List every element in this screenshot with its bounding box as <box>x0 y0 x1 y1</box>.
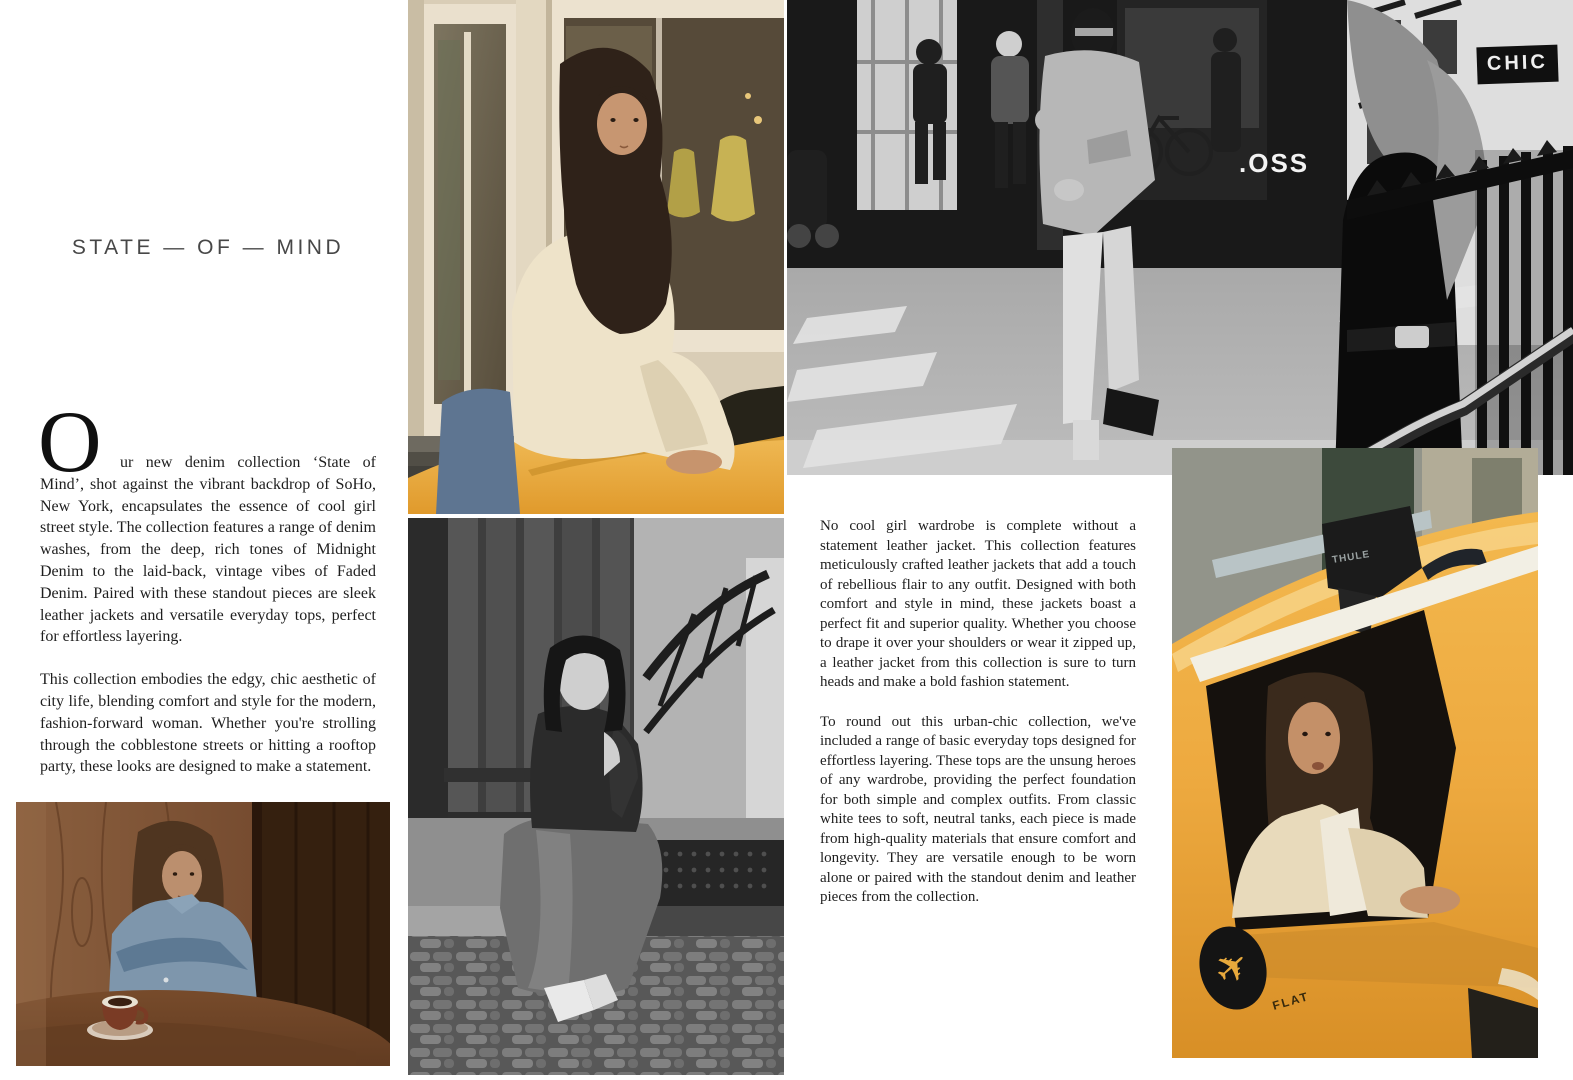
photo-storefront-taxi-lean <box>408 0 784 514</box>
drop-cap: O <box>38 394 102 491</box>
airplane-icon: ✈ <box>1205 940 1261 996</box>
photo-bw-street-crossing <box>787 0 1573 475</box>
left-paragraph-2: This collection embodies the edgy, chic aesthetic of city life, blending comfort and style for the modern, fashion-forward woman. Whether you're strolling through the cobblestone streets or hitting a rooftop party, these looks are designed to make a statement. <box>40 671 376 776</box>
left-paragraph-1: ur new denim collection ‘State of Mind’, shot against the vibrant backdrop of SoHo, New York, encapsulates the essence of cool girl street style. The collection features a range of denim washes, from the deep, rich tones of Midnight Denim to the laid-back, vintage vibes of Faded Denim. Paired with these standout pieces are sleek leather jackets and versatile everyday tops, perfect for effortless layering. <box>40 454 376 646</box>
right-article-column <box>820 517 1136 908</box>
denim-jeans <box>436 389 520 514</box>
right-paragraph-2: To round out this urban-chic collection, we've included a range of basic everyday tops designed for effortless layering. These tops are the unsung heroes of any wardrobe, providing the perfect foundation for both simple and complex outfits. From classic white tees to soft, neutral tanks, each piece is made from high-quality materials that ensure comfort and longevity. They are versatile enough to be worn alone or paired with the standout denim and leather pieces from the collection. <box>820 713 1136 905</box>
photo-cafe-denim <box>16 802 390 1066</box>
boss-store-sign: .OSS <box>1239 148 1310 178</box>
storefront-illustration <box>408 0 784 514</box>
hand-on-door <box>1400 886 1460 914</box>
chic-store-sign: CHIC <box>1476 45 1558 85</box>
face <box>597 93 647 155</box>
belt-buckle <box>1395 326 1429 348</box>
right-paragraph-1: No cool girl wardrobe is complete without a statement leather jacket. This collection features meticulously crafted leather jackets that add a touch of rebellious flair to any outfit. Designed with both comfort and style in mind, these jackets boast a perfect fit and superior quality. Whether you choose to drape it over your shoulders or wear it zipped up, a leather jacket from this collection is sure to turn heads and make a bold fashion statement. <box>820 518 1136 690</box>
curb-illustration <box>408 518 784 1075</box>
espresso <box>108 998 132 1006</box>
window-light <box>16 802 46 1066</box>
left-article-column <box>40 452 376 778</box>
flat-rate-label: FLAT <box>1270 989 1311 1013</box>
photo-taxi-window-lean <box>1172 448 1538 1058</box>
street-illustration <box>787 0 1573 475</box>
cafe-illustration <box>16 802 390 1066</box>
page-title: STATE — OF — MIND <box>71 236 345 259</box>
glass-door-left <box>424 4 516 438</box>
photo-bw-curb-sitting <box>408 518 784 1075</box>
hand <box>666 450 722 474</box>
thule-rack-label: THULE <box>1331 549 1371 566</box>
face <box>162 851 202 901</box>
